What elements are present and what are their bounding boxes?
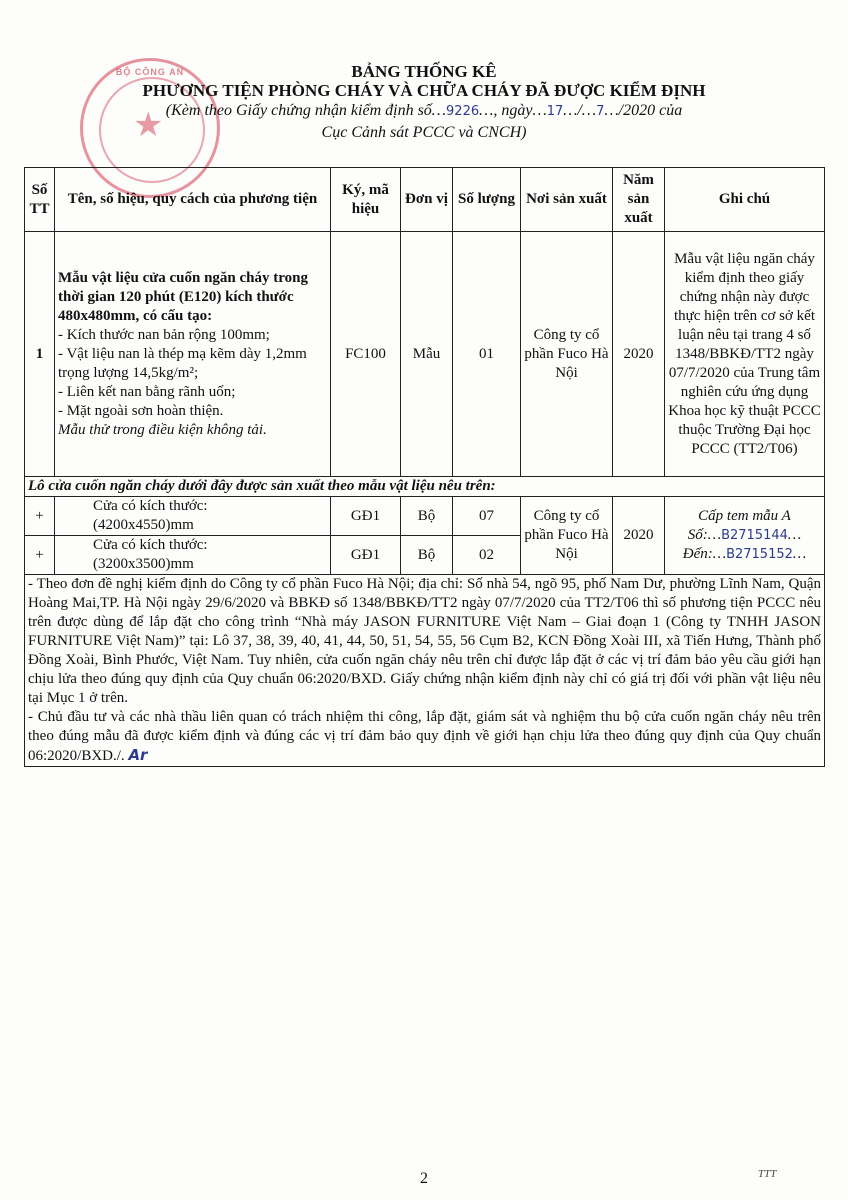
row1-item: - Vật liệu nan là thép mạ kẽm dày 1,2mm trọng lượng 14,5kg/m²; — [58, 345, 307, 381]
note-paragraph-1: - Theo đơn đề nghị kiểm định do Công ty cổ phần Fuco Hà Nội; địa chỉ: Số nhà 54, ngõ 95, phố Nam Dư, phường Lĩnh Nam, Quận Hoàng Mai,TP. Hà Nội ngày 29/6/2020 và BBKĐ số 1348/BBKĐ/TT2 ngày 07/7/2020 của TT2/T06 thì số phương tiện PCCC nêu trên được dùng để lắp đặt cho công trình “Nhà máy JASON FURNITURE Việt Nam – Giai đoạn 1 (Công ty TNHH JASON FURNITURE Việt Nam)” tại: Lô 37, 38, 39, 40, 41, 44, 50, 51, 54, 55, 56 Cụm B2, KCN Đồng Xoài III, xã Tiến Hưng, Thành phố Đồng Xoài, Bình Phước, Việt Nam. Tuy nhiên, cửa cuốn ngăn cháy nêu trên chỉ được lắp đặt ở các vị trí đảm bảo yêu cầu giới hạn chịu lửa theo đúng quy định của Quy chuẩn 06:2020/BXD. Giấy chứng nhận kiểm định này chỉ có giá trị đối với phần vật liệu nêu tại Mục 1 ở trên. — [28, 576, 821, 706]
document-header — [0, 62, 848, 143]
row1-code: FC100 — [331, 232, 401, 477]
tem-from: B2715144 — [721, 528, 788, 543]
table-row — [25, 497, 825, 536]
header-qty: Số lượng — [453, 168, 521, 232]
lot-row-name: Cửa có kích thước: (4200x4550)mm — [55, 497, 331, 536]
lot-row-unit: Bộ — [401, 536, 453, 575]
table-header-row — [25, 168, 825, 232]
certificate-reference: (Kèm theo Giấy chứng nhận kiểm định số…9226…, ngày…17…/…7…/2020 của — [165, 102, 683, 119]
page-number: 2 — [420, 1170, 428, 1187]
row1-maker: Công ty cổ phần Fuco Hà Nội — [521, 232, 613, 477]
notes-row — [25, 575, 825, 767]
lot-row-code: GĐ1 — [331, 536, 401, 575]
lot-row-name: Cửa có kích thước: (3200x3500)mm — [55, 536, 331, 575]
row1-note: Mẫu vật liệu ngăn cháy kiểm định theo giấy chứng nhận này được thực hiện trên cơ sở kết luận nêu tại trang 4 số 1348/BBKĐ/TT2 ngày 07/7/2020 của Trung tâm nghiên cứu ứng dụng Khoa học kỹ thuật PCCC thuộc Trường Đại học PCCC (TT2/T06) — [665, 232, 825, 477]
header-stt: Số TT — [25, 168, 55, 232]
cert-month: 7 — [596, 104, 605, 119]
row1-condition: Mẫu thử trong điều kiện không tải. — [58, 421, 267, 438]
header-note: Ghi chú — [665, 168, 825, 232]
lot-row-unit: Bộ — [401, 497, 453, 536]
row1-item: - Mặt ngoài sơn hoàn thiện. — [58, 402, 224, 419]
document-subtitle: PHƯƠNG TIỆN PHÒNG CHÁY VÀ CHỮA CHÁY ĐÃ ĐƯỢC KIỂM ĐỊNH — [142, 81, 706, 100]
notes-cell — [25, 575, 825, 767]
lot-maker: Công ty cổ phần Fuco Hà Nội — [521, 497, 613, 575]
header-code: Ký, mã hiệu — [331, 168, 401, 232]
row1-item: - Liên kết nan bằng rãnh uốn; — [58, 383, 236, 400]
row1-qty: 01 — [453, 232, 521, 477]
row1-unit: Mẫu — [401, 232, 453, 477]
lot-label-row — [25, 477, 825, 497]
row1-description — [55, 232, 331, 477]
seal-text: BỘ CÔNG AN — [115, 67, 185, 77]
row1-stt: 1 — [25, 232, 55, 477]
row1-title: Mẫu vật liệu cửa cuốn ngăn cháy trong thời gian 120 phút (E120) kích thước 480x480mm, có cấu tạo: — [58, 269, 308, 324]
cert-day: 17 — [546, 104, 564, 119]
header-unit: Đơn vị — [401, 168, 453, 232]
issuing-agency: Cục Cảnh sát PCCC và CNCH) — [321, 124, 527, 141]
tem-to: B2715152 — [726, 547, 793, 562]
signature-mark: Ar — [128, 746, 148, 764]
lot-label: Lô cửa cuốn ngăn cháy dưới đây được sản xuất theo mẫu vật liệu nêu trên: — [25, 477, 825, 497]
lot-note: Cấp tem mẫu A Số:…B2715144… Đến:…B2715152… — [665, 497, 825, 575]
lot-row-stt: + — [25, 497, 55, 536]
lot-row-code: GĐ1 — [331, 497, 401, 536]
header-year: Năm sản xuất — [613, 168, 665, 232]
document-title: BẢNG THỐNG KÊ — [351, 62, 497, 81]
row1-year: 2020 — [613, 232, 665, 477]
seal-star-icon: ★ — [133, 107, 164, 144]
table-row — [25, 232, 825, 477]
lot-row-qty: 07 — [453, 497, 521, 536]
header-name: Tên, số hiệu, quy cách của phương tiện — [55, 168, 331, 232]
equipment-table — [24, 167, 825, 767]
header-maker: Nơi sản xuất — [521, 168, 613, 232]
lot-year: 2020 — [613, 497, 665, 575]
lot-row-stt: + — [25, 536, 55, 575]
cert-number: 9226 — [446, 104, 480, 119]
lot-note-label: Cấp tem mẫu A — [698, 508, 791, 524]
lot-row-qty: 02 — [453, 536, 521, 575]
note-paragraph-2: - Chủ đầu tư và các nhà thầu liên quan có trách nhiệm thi công, lắp đặt, giám sát và nghiệm thu bộ cửa cuốn ngăn cháy nêu trên theo đúng mẫu đã được kiểm định và đúng các vị trí đảm bảo quy định về giới hạn chịu lửa theo đúng quy định của Quy chuẩn 06:2020/BXD./. Ar — [28, 709, 821, 764]
row1-item: - Kích thước nan bản rộng 100mm; — [58, 326, 270, 343]
footer-initials: TTT — [758, 1168, 777, 1180]
